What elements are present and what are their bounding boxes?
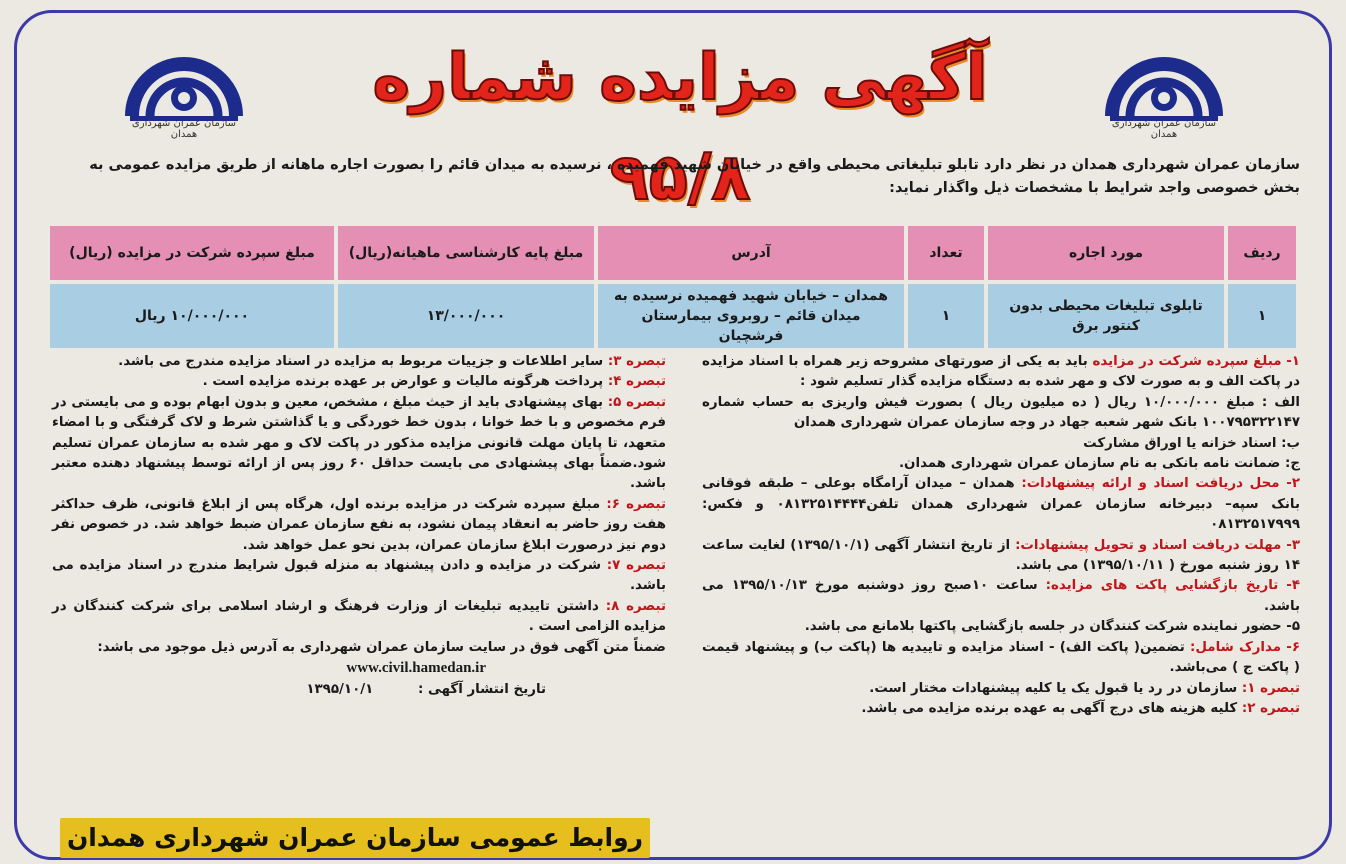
page-title: آگهی مزایده شماره ۹۵/۸ xyxy=(372,41,988,215)
table-header: مبلغ پایه کارشناسی ماهیانه(ریال) xyxy=(338,226,594,280)
table-cell: ۱ xyxy=(1228,284,1296,348)
note-7 xyxy=(52,556,666,597)
clause-text: ساعت ۱۰صبح روز دوشنبه مورخ ۱۳۹۵/۱۰/۱۳ می باشد. xyxy=(702,578,1300,614)
table-header-row xyxy=(50,226,1296,280)
table-row xyxy=(50,284,1296,348)
table-header: تعداد xyxy=(908,226,984,280)
site-url-line xyxy=(52,658,666,679)
logo xyxy=(1102,46,1226,140)
clause-5: ۵- حضور نماینده شرکت کنندگان در جلسه بازگشایی پاکتها بلامانع می باشد. xyxy=(804,619,1300,635)
note-label: تبصره ۱: xyxy=(1241,680,1300,696)
clause-1-c: ج: ضمانت نامه بانکی به نام سازمان عمران شهرداری همدان. xyxy=(898,456,1300,472)
note-label: تبصره ۲: xyxy=(1241,700,1300,716)
clause-1-a: الف : مبلغ ۱۰/۰۰۰/۰۰۰ ریال ( ده میلیون ریال ) بصورت فیش واریزی به حساب شماره ۱۰۰۷۹۵۳۲۲۱۴۷ بانک شهر شعبه جهاد در وجه سازمان عمران شهرداری همدان xyxy=(702,394,1300,431)
table-cell: ۱۳/۰۰۰/۰۰۰ xyxy=(338,284,594,348)
table-cell: همدان – خیابان شهید فهمیده نرسیده به میدان قائم – روبروی بیمارستان فرشچیان xyxy=(598,284,904,348)
note-2 xyxy=(702,699,1300,719)
table-cell: ۱۰/۰۰۰/۰۰۰ ریال xyxy=(50,284,334,348)
note-label: تبصره ۵: xyxy=(607,394,666,410)
note-text: سایر اطلاعات و جزییات مربوط به مزایده در اسناد مزایده مندرج می باشد. xyxy=(118,354,608,369)
clause-text: از تاریخ انتشار آگهی (۱۳۹۵/۱۰/۱) لغایت ساعت ۱۴ روز شنبه مورخ ( ۱۳۹۵/۱۰/۱۱) می باشد. xyxy=(702,537,1300,574)
clause-label: ۱- مبلغ سپرده شرکت در مزایده xyxy=(1092,354,1300,369)
site-url-link[interactable]: www.civil.hamedan.ir xyxy=(346,660,486,677)
table-header: ردیف xyxy=(1228,226,1296,280)
note-label: تبصره ۸: xyxy=(605,598,666,614)
table-cell: تابلوی تبلیغات محیطی بدون کنتور برق xyxy=(988,284,1224,348)
clause-label: ۲- محل دریافت اسناد و ارائه پیشنهادات: xyxy=(1021,476,1300,492)
table-header: آدرس xyxy=(598,226,904,280)
clause-1-b: ب: اسناد خزانه یا اوراق مشارکت xyxy=(1083,435,1300,451)
clause-label: ۴- تاریخ بازگشایی پاکت های مزایده: xyxy=(1045,578,1300,594)
clause-4 xyxy=(702,576,1300,617)
clause-text: باید به یکی از صورتهای مشروحه زیر همراه با اسناد مزایده در پاکت الف و به صورت لاک و مهر شده به دستگاه مزایده گذار تسلیم شود : xyxy=(702,354,1300,390)
table-cell: ۱ xyxy=(908,284,984,348)
note-text: بهای پیشنهادی باید از حیث مبلغ ، مشخص، معین و بدون ابهام بوده و می بایستی در فرم مخصوص و با خط خوانا ، بدون خط خوردگی و یا گذاشتن شرط و لاک گرفتگی و با امضاء متعهد، تا پایان مهلت قانونی مزایده مذکور در پاکت لاک و مهر شده به سازمان عمران تسلیم شود.ضمناً بهای پیشنهادی می بایست حداقل ۶۰ روز پس از ارائه توسط پیشنهاد دهنده معتبر باشد. xyxy=(52,394,666,492)
note-8 xyxy=(52,597,666,638)
note-5 xyxy=(52,393,666,495)
note-label: تبصره ۷: xyxy=(606,558,666,574)
note-text: سازمان در رد یا قبول یک یا کلیه پیشنهادات مختار است. xyxy=(869,680,1242,696)
site-note: ضمناً متن آگهی فوق در سایت سازمان عمران شهرداری به آدرس ذیل موجود می باشد: xyxy=(97,639,666,655)
note-text: پرداخت هرگونه مالیات و عوارض بر عهده برنده مزایده است . xyxy=(202,374,608,390)
logo-caption: سازمان عمران شهرداری همدان xyxy=(131,118,237,140)
clause-1 xyxy=(702,352,1300,393)
clause-label: ۶- مدارک شامل: xyxy=(1189,639,1300,655)
note-text: مبلغ سپرده شرکت در مزایده برنده اول، هرگاه پس از ابلاغ قانونی، ظرف حداکثر هفت روز حاضر به انعقاد پیمان نشود، به نفع سازمان عمران ضبط خواهد شد. در خصوص نفر دوم نیز درصورت ابلاغ سازمان عمران، بدین نحو عمل خواهد شد. xyxy=(52,496,666,553)
clause-text: همدان – میدان آرامگاه بوعلی – طبقه فوقانی بانک سپه– دبیرخانه سازمان عمران شهرداری همدان تلفن۰۸۱۳۲۵۱۴۴۴۴ و فکس: ۰۸۱۳۲۵۱۷۹۹۹ xyxy=(702,476,1300,533)
note-label: تبصره ۴: xyxy=(607,374,666,390)
clause-label: ۳- مهلت دریافت اسناد و تحویل پیشنهادات: xyxy=(1015,537,1300,553)
footer-banner: روابط عمومی سازمان عمران شهرداری همدان xyxy=(60,818,650,858)
note-text: داشتن تاییدیه تبلیغات از وزارت فرهنگ و ارشاد اسلامی برای شرکت کنندگان در مزایده الزامی است . xyxy=(52,598,666,635)
logo xyxy=(122,46,246,140)
clause-2 xyxy=(702,474,1300,535)
note-label: تبصره ۳: xyxy=(607,354,666,369)
conditions-column-left xyxy=(52,352,666,700)
publish-date-line xyxy=(52,680,666,700)
auction-table xyxy=(46,222,1300,352)
note-1 xyxy=(702,679,1300,699)
intro-text: سازمان عمران شهرداری همدان در نظر دارد تابلو تبلیغاتی محیطی واقع در خیابان شهید فهمیده ، نرسیده به میدان قائم را بصورت اجاره ماهانه از طریق مزایده عمومی به بخش خصوصی واجد شرایط با مشخصات ذیل واگذار نماید: xyxy=(89,157,1300,196)
logo-caption: سازمان عمران شهرداری همدان xyxy=(1111,118,1217,140)
clause-6 xyxy=(702,638,1300,679)
note-4 xyxy=(52,372,666,392)
note-6 xyxy=(52,495,666,556)
conditions-column-right xyxy=(702,352,1300,719)
publish-date: ۱۳۹۵/۱۰/۱ xyxy=(306,681,374,697)
publish-date-label: تاریخ انتشار آگهی : xyxy=(418,681,546,697)
clause-3 xyxy=(702,536,1300,577)
note-text: کلیه هزینه های درج آگهی به عهده برنده مزایده می باشد. xyxy=(861,700,1242,716)
note-label: تبصره ۶: xyxy=(606,496,666,512)
table-header: مورد اجاره xyxy=(988,226,1224,280)
note-3 xyxy=(52,352,666,372)
note-text: شرکت در مزایده و دادن پیشنهاد به منزله قبول شرایط مندرج در اسناد مزایده می باشد. xyxy=(52,558,666,594)
clause-text: تضمین( پاکت الف) - اسناد مزایده و تاییدیه ها (پاکت ب) و پیشنهاد قیمت ( پاکت ج ) می‌باشد. xyxy=(702,639,1300,676)
table-header: مبلغ سپرده شرکت در مزایده (ریال) xyxy=(50,226,334,280)
